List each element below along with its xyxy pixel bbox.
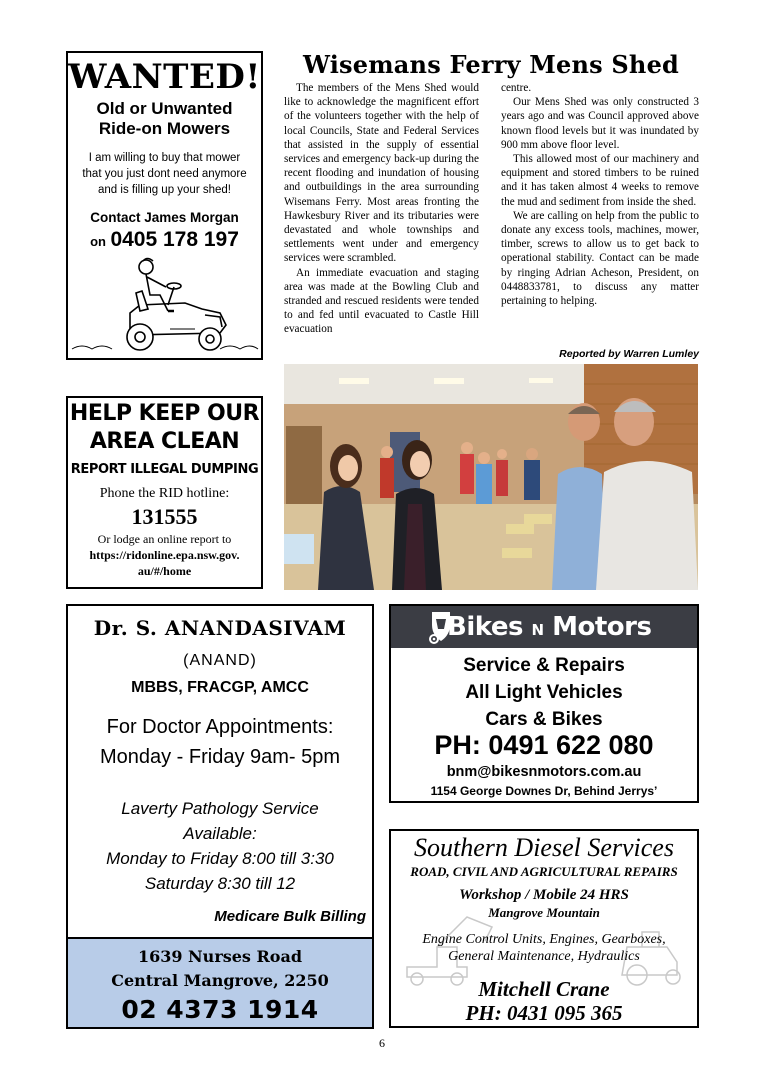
doctor-name: Dr. S. ANANDASIVAM xyxy=(93,616,347,640)
wanted-body-line-3: and is filling up your shed! xyxy=(98,184,231,196)
wanted-body-line-2: that you just dont need anymore xyxy=(82,168,247,180)
article-paragraph: This allowed most of our machinery and equipment and stored timbers to be ruined and it has taken almost 4 weeks to remove the mud and sediment from inside the shed. xyxy=(501,153,699,208)
bikes-service-line-1: Service & Repairs xyxy=(463,655,625,676)
bikes-phone: PH: 0491 622 080 xyxy=(434,730,654,760)
diesel-phone: PH: 0431 095 365 xyxy=(465,1001,623,1025)
bikes-brand-n: N xyxy=(531,621,544,639)
article-paragraph: We are calling on help from the public to donate any excess tools, machines, mower, timber, screws to allow us to get back to operational stability. Contact can be made by ringing Adrian Acheson, President, on 0448833781, to discuss any matter pertaining to helping. xyxy=(501,209,699,308)
article-title: Wisemans Ferry Mens Shed xyxy=(302,50,680,79)
diesel-contact: Mitchell Crane xyxy=(478,977,610,1001)
doctor-pathology-line-1: Laverty Pathology Service xyxy=(121,799,319,818)
article-byline: Reported by Warren Lumley xyxy=(559,348,699,360)
bikes-service-line-3: Cars & Bikes xyxy=(485,709,603,730)
bikes-email: bnm@bikesnmotors.com.au xyxy=(446,764,642,780)
wanted-phone xyxy=(68,228,261,252)
diesel-location: Mangrove Mountain xyxy=(488,905,600,920)
article-paragraph-continuation: centre. xyxy=(501,82,532,94)
diesel-workshop: Workshop / Mobile 24 HRS xyxy=(459,887,629,903)
clean-ad-phone-label: Phone the RID hotline: xyxy=(99,486,230,501)
ride-on-mower-illustration xyxy=(70,253,260,358)
diesel-services-line-1: Engine Control Units, Engines, Gearboxes, xyxy=(422,932,666,947)
wanted-subtitle-line-1: Old or Unwanted xyxy=(96,99,233,118)
page-number: 6 xyxy=(379,1036,385,1050)
clean-ad-online xyxy=(72,531,257,579)
article-paragraph: Our Mens Shed was only constructed 3 years ago and was Council approved above known flood levels but it was inundated by 900 mm above floor level. xyxy=(501,96,699,151)
doctor-address-line-2: Central Mangrove, 2250 xyxy=(111,971,329,990)
wanted-phone-prefix: on xyxy=(90,234,106,249)
article-paragraph: An immediate evacuation and staging area was made at the Bowling Club and stranded and rescued residents were tended to and fed until evacuated to Castle Hill evacuation xyxy=(284,266,479,336)
doctor-appointments-line-2: Monday - Friday 9am- 5pm xyxy=(99,746,341,768)
clean-ad-heading-line-2: AREA CLEAN xyxy=(89,429,240,454)
doctor-pathology-line-3: Monday to Friday 8:00 till 3:30 xyxy=(106,849,334,868)
article-column-2 xyxy=(501,81,699,308)
diesel-services xyxy=(391,931,697,965)
clean-ad-report: REPORT ILLEGAL DUMPING xyxy=(70,462,259,477)
clean-ad-online-text: Or lodge an online report to xyxy=(97,532,232,546)
doctor-appointments-line-1: For Doctor Appointments: xyxy=(106,716,334,738)
wanted-ad xyxy=(66,51,263,360)
doctor-pathology-line-4: Saturday 8:30 till 12 xyxy=(144,874,296,893)
bikes-brand-word-2: Motors xyxy=(552,612,652,642)
bikes-address: 1154 George Downes Dr, Behind Jerrys’ xyxy=(430,784,658,798)
wanted-contact: Contact James Morgan xyxy=(90,210,239,225)
bikes-service-line-2: All Light Vehicles xyxy=(465,682,623,703)
bikes-brand xyxy=(447,612,651,642)
clean-ad-hotline: 131555 xyxy=(131,504,198,529)
clean-ad-heading-line-1: HELP KEEP OUR xyxy=(69,401,260,426)
bikes-n-motors-ad xyxy=(389,604,699,803)
bikes-header xyxy=(391,606,697,648)
doctor-appointments xyxy=(68,712,372,772)
doctor-alias: (ANAND) xyxy=(183,652,257,669)
doctor-address xyxy=(68,945,372,993)
wanted-subtitle-line-2: Ride-on Mowers xyxy=(98,119,231,138)
doctor-bulk-billing: Medicare Bulk Billing xyxy=(214,908,366,925)
article-column-1 xyxy=(284,81,479,337)
southern-diesel-ad xyxy=(389,829,699,1028)
diesel-tagline: ROAD, CIVIL AND AGRICULTURAL REPAIRS xyxy=(410,864,678,879)
clean-ad-url-line-2: au/#/home xyxy=(137,564,192,578)
wanted-title: WANTED! xyxy=(68,57,261,97)
clean-ad-heading xyxy=(68,400,261,456)
diesel-name: Southern Diesel Services xyxy=(414,833,674,862)
wanted-subtitle xyxy=(68,99,261,139)
volunteers-photo xyxy=(284,364,698,590)
doctor-ad xyxy=(66,604,374,1029)
wanted-phone-number: 0405 178 197 xyxy=(110,228,239,251)
doctor-address-line-1: 1639 Nurses Road xyxy=(137,947,303,966)
doctor-pathology-line-2: Available: xyxy=(183,824,257,843)
doctor-phone: 02 4373 1914 xyxy=(121,995,319,1024)
doctor-address-band xyxy=(68,937,372,1027)
doctor-pathology xyxy=(68,796,372,896)
illegal-dumping-ad xyxy=(66,396,263,589)
bikes-services xyxy=(391,652,697,733)
wanted-body xyxy=(72,150,257,198)
wanted-body-line-1: I am willing to buy that mower xyxy=(88,152,241,164)
doctor-qualifications: MBBS, FRACGP, AMCC xyxy=(131,679,309,696)
diesel-services-line-2: General Maintenance, Hydraulics xyxy=(448,949,640,964)
bikes-brand-word-1: Bikes xyxy=(447,612,523,642)
article-paragraph: The members of the Mens Shed would like to acknowledge the magnificent effort of the volunteers together with the help of local Councils, State and Federal Services that assisted in the supply of essential services and emergency back-up during the recent flooding and inundation of housing and outbuildings in the area surrounding Wisemans Ferry. Most areas fronting the Hawkesbury River and its tributaries were devastated and whole townships and settlements went under and emergency services were scrambled. xyxy=(284,82,479,265)
clean-ad-url-line-1: https://ridonline.epa.nsw.gov. xyxy=(89,548,240,562)
